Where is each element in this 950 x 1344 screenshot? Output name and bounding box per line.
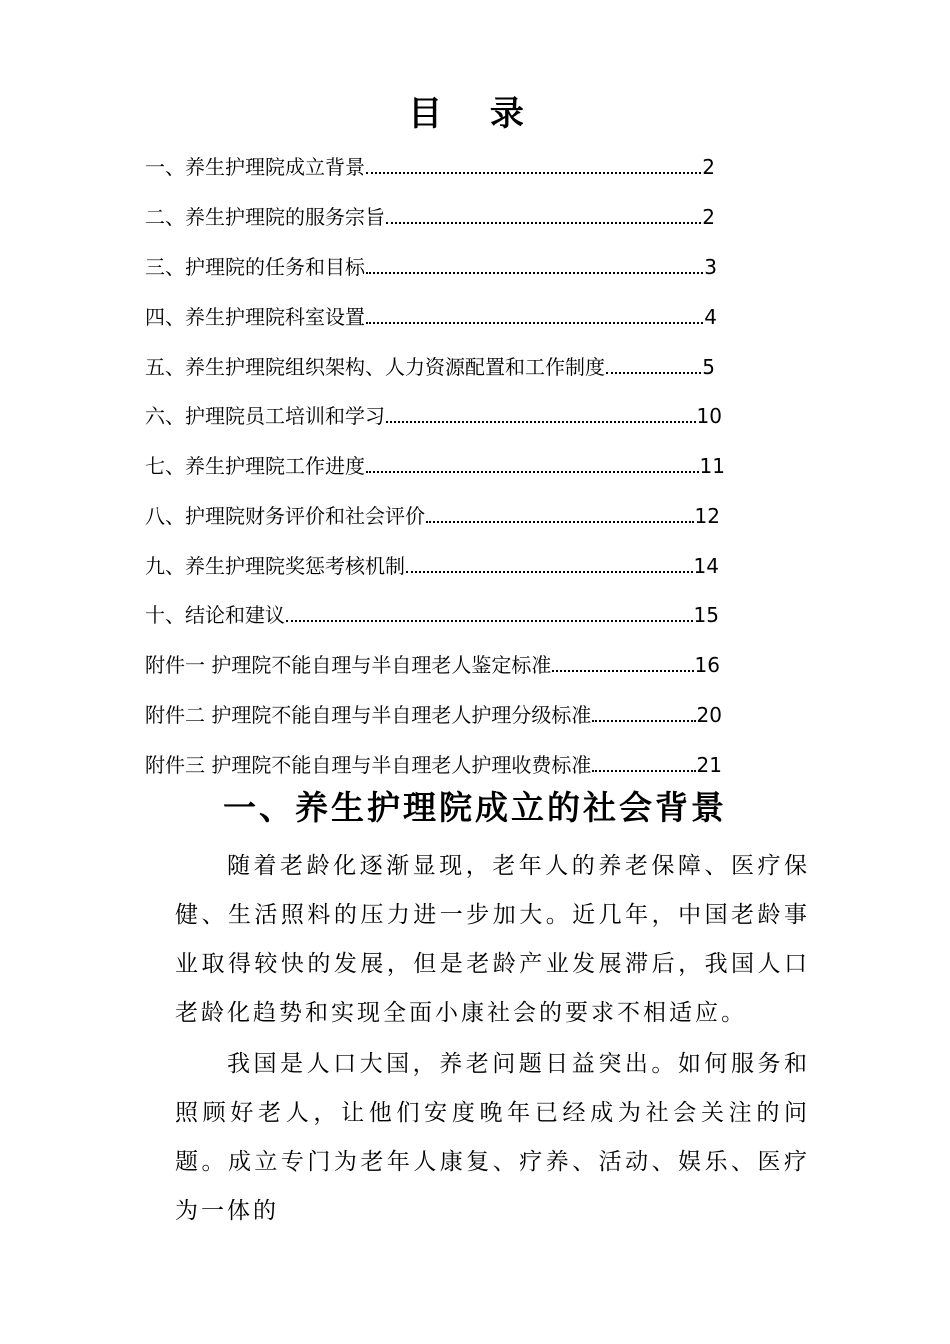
toc-title: 目 录 xyxy=(408,94,542,134)
toc-entry[interactable] xyxy=(145,302,717,332)
toc-entry-page: 16 xyxy=(694,653,720,677)
toc-entry-label: 附件三 护理院不能自理与半自理老人护理收费标准 xyxy=(145,753,592,777)
toc-entry-page: 5 xyxy=(702,355,715,379)
toc-entry-label: 六、护理院员工培训和学习 xyxy=(145,404,385,428)
toc-entry[interactable] xyxy=(145,700,722,730)
toc-entry[interactable] xyxy=(145,152,715,182)
section-heading: 一、养生护理院成立的社会背景 xyxy=(223,788,727,827)
toc-leader-dots xyxy=(386,222,701,224)
toc-entry-page: 15 xyxy=(693,603,719,627)
toc-entry-label: 二、养生护理院的服务宗旨 xyxy=(145,205,385,229)
toc-entry-page: 10 xyxy=(696,404,722,428)
toc-leader-dots xyxy=(286,620,693,622)
toc-entry[interactable] xyxy=(145,401,722,431)
toc-entry-page: 21 xyxy=(696,753,722,777)
toc-leader-dots xyxy=(606,372,701,374)
toc-entry-page: 12 xyxy=(694,504,720,528)
toc-entry-label: 一、养生护理院成立背景 xyxy=(145,155,365,179)
toc-entry-page: 11 xyxy=(699,454,725,478)
toc-entry-label: 附件二 护理院不能自理与半自理老人护理分级标准 xyxy=(145,703,592,727)
toc-entry-label: 十、结论和建议 xyxy=(145,603,285,627)
toc-leader-dots xyxy=(366,322,703,324)
toc-entry-page: 2 xyxy=(702,205,715,229)
toc-entry[interactable] xyxy=(145,650,720,680)
toc-entry-page: 20 xyxy=(696,703,722,727)
toc-entry-page: 4 xyxy=(704,305,717,329)
toc-leader-dots xyxy=(366,172,701,174)
body-paragraph: 我国是人口大国，养老问题日益突出。如何服务和照顾好老人，让他们安度晚年已经成为社会关注的问题。成立专门为老年人康复、疗养、活动、娱乐、医疗为一体的 xyxy=(175,1051,810,1224)
toc-entry-page: 14 xyxy=(693,554,719,578)
toc-leader-dots xyxy=(366,471,699,473)
toc-entry-page: 3 xyxy=(704,255,717,279)
toc-entry-label: 九、养生护理院奖惩考核机制 xyxy=(145,554,405,578)
toc-entry-label: 三、护理院的任务和目标 xyxy=(145,255,365,279)
toc-entry[interactable] xyxy=(145,600,719,630)
toc-leader-dots xyxy=(592,720,695,722)
body-paragraph: 随着老龄化逐渐显现，老年人的养老保障、医疗保健、生活照料的压力进一步加大。近几年，中国老龄事业取得较快的发展，但是老龄产业发展滞后，我国人口老龄化趋势和实现全面小康社会的要求不相适应。 xyxy=(175,853,810,1026)
toc-leader-dots xyxy=(406,571,693,573)
toc-entry-page: 2 xyxy=(702,155,715,179)
toc-entry[interactable] xyxy=(145,451,725,481)
toc-entry-label: 附件一 护理院不能自理与半自理老人鉴定标准 xyxy=(145,653,552,677)
toc-entry-label: 四、养生护理院科室设置 xyxy=(145,305,365,329)
toc-entry[interactable] xyxy=(145,252,717,282)
toc-entry[interactable] xyxy=(145,352,715,382)
toc-leader-dots xyxy=(552,670,693,672)
toc-entry-label: 八、护理院财务评价和社会评价 xyxy=(145,504,425,528)
toc-leader-dots xyxy=(386,421,696,423)
toc-entry[interactable] xyxy=(145,750,722,780)
toc-leader-dots xyxy=(592,770,695,772)
toc-leader-dots xyxy=(366,272,703,274)
toc-entry-label: 五、养生护理院组织架构、人力资源配置和工作制度 xyxy=(145,355,605,379)
toc-entry[interactable] xyxy=(145,501,720,531)
toc-leader-dots xyxy=(426,521,694,523)
toc-entry[interactable] xyxy=(145,202,715,232)
toc-entry-label: 七、养生护理院工作进度 xyxy=(145,454,365,478)
toc-entry[interactable] xyxy=(145,551,719,581)
